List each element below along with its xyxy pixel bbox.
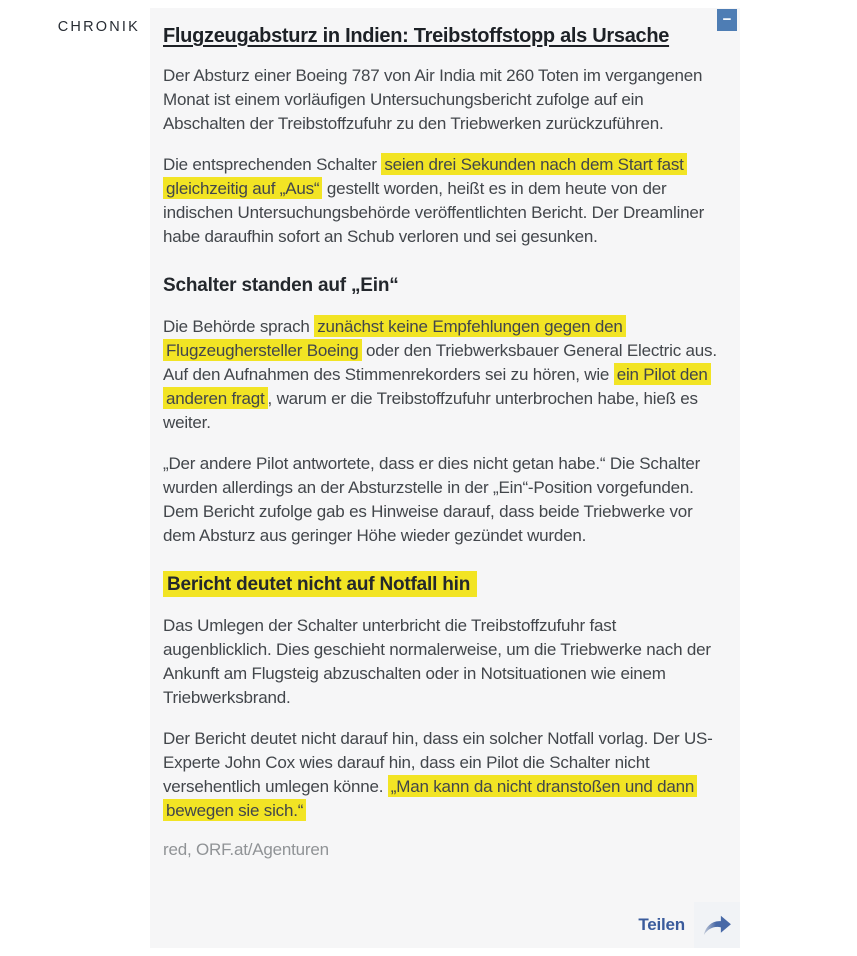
article-subheading [163, 275, 718, 297]
credit-line: red, ORF.at/Agenturen [163, 840, 329, 859]
collapse-button[interactable] [717, 9, 737, 31]
article-paragraph [163, 727, 718, 823]
highlighted-text: ein Pilot den anderen fragt [163, 363, 711, 409]
text-segment: Der Absturz einer Boeing 787 von Air India mit 260 Toten im vergangenen Monat ist einem vorläufigen Untersuchungsbericht zufolge auf ein Abschalten der Treibstoffzufuhr zu den Triebwerken zurückzuführen. [163, 66, 703, 133]
share-arrow-icon [694, 902, 740, 948]
section-label-chronik: CHRONIK [57, 19, 140, 35]
share-button[interactable] [638, 902, 740, 948]
text-segment: Der Bericht deutet nicht darauf hin, dass ein solcher Notfall vorlag. Der US-Experte John Cox wies darauf hin, dass ein Pilot die Schalter nicht versehentlich umlegen könne. [163, 729, 713, 796]
text-segment: Das Umlegen der Schalter unterbricht die Treibstoffzufuhr fast augenblicklich. Dies geschieht normalerweise, um die Triebwerke nach der Ankunft am Flugsteig abzuschalten oder in Notsituationen wie einem Triebwerksbrand. [163, 616, 711, 707]
text-segment: oder den Triebwerksbauer General Electric aus. Auf den Aufnahmen des Stimmenrekorders sei zu hören, wie [163, 341, 717, 384]
minus-icon: − [722, 10, 732, 28]
text-segment: „Der andere Pilot antwortete, dass er dies nicht getan habe.“ Die Schalter wurden allerdings an der Absturzstelle in der „Ein“-Position vorgefunden. Dem Bericht zufolge gab es Hinweise darauf, dass beide Triebwerke vor dem Absturz aus geringer Höhe wieder gezündet wurden. [163, 454, 701, 545]
article-paragraph [163, 614, 718, 710]
highlighted-text: zunächst keine Empfehlungen gegen den Flugzeughersteller Boeing [163, 315, 626, 361]
highlighted-text: seien drei Sekunden nach dem Start fast gleichzeitig auf „Aus“ [163, 153, 687, 199]
article-body [163, 64, 726, 823]
text-segment: gestellt worden, heißt es in dem heute von der indischen Untersuchungsbehörde veröffentlichten Bericht. Der Dreamliner habe daraufhin sofort an Schub verloren und sei gesunken. [163, 179, 705, 246]
text-segment: , warum er die Treibstoffzufuhr unterbrochen habe, hieß es weiter. [163, 389, 698, 432]
article-subheading [163, 574, 718, 596]
article-panel [150, 8, 740, 948]
text-segment: Schalter standen auf „Ein“ [163, 275, 399, 296]
highlighted-text: „Man kann da nicht dranstoßen und dann bewegen sie sich.“ [163, 775, 697, 821]
share-label: Teilen [638, 915, 685, 934]
article-paragraph [163, 153, 718, 249]
article-headline[interactable]: Flugzeugabsturz in Indien: Treibstoffstopp als Ursache [163, 25, 670, 47]
article-paragraph [163, 64, 718, 136]
text-segment: Die entsprechenden Schalter [163, 155, 382, 174]
article-paragraph [163, 315, 718, 435]
text-segment: Die Behörde sprach [163, 317, 315, 336]
highlighted-text: Bericht deutet nicht auf Notfall hin [163, 571, 477, 597]
article-paragraph [163, 452, 718, 548]
